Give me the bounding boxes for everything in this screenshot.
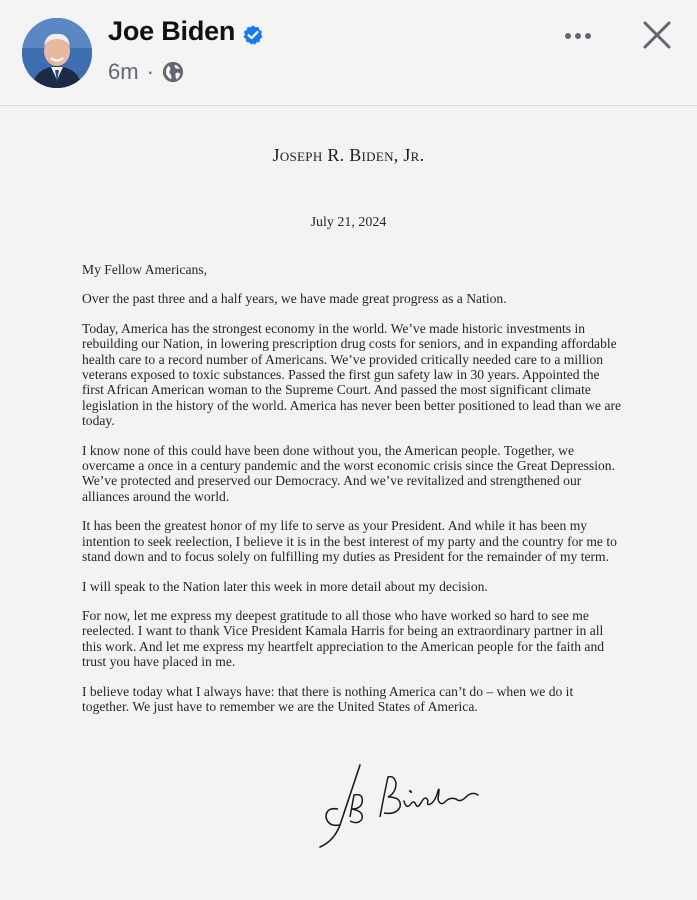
avatar[interactable]: [22, 18, 92, 88]
post-meta: [108, 59, 184, 85]
letter-paragraph: Over the past three and a half years, we have made great progress as a Nation.: [82, 291, 507, 307]
meta-separator: ·: [146, 59, 154, 84]
post-time[interactable]: 6m: [108, 59, 139, 84]
globe-icon[interactable]: [162, 61, 184, 83]
more-dot: [575, 33, 581, 39]
more-dot: [565, 33, 571, 39]
author-name[interactable]: Joe Biden: [108, 16, 236, 46]
letter-body: [82, 262, 622, 728]
more-dot: [585, 33, 591, 39]
letter-paragraph: For now, let me express my deepest gratitude to all those who have worked so hard to see me reelected. I want to thank Vice President Kamala Harris for being an extraordinary partner in all this work. And let me express my heartfelt appreciation to the American people for the faith and trust you have placed in me.: [82, 607, 605, 670]
letter-paragraph: I believe today what I always have: that there is nothing America can’t do – when we do it together. We just have to remember we are the United States of America.: [82, 683, 574, 714]
verified-badge-icon: [242, 24, 264, 46]
letter-paragraph: It has been the greatest honor of my life to serve as your President. And while it has been my intention to seek reelection, I believe it is in the best interest of my party and the country for me to stand down and to focus solely on fulfilling my duties as President for the remainder of my term.: [82, 518, 617, 565]
close-icon[interactable]: [640, 18, 674, 52]
post-header: [0, 0, 697, 106]
letterhead: Joseph R. Biden, Jr.: [272, 145, 425, 165]
letter-image: [0, 107, 697, 900]
letter-paragraph: I know none of this could have been done without you, the American people. Together, we overcame a once in a century pandemic and the worst economic crisis since the Great Depression. We’ve protected and preserved our Democracy. And we’ve revitalized and strengthened our alliances around the world.: [82, 442, 615, 504]
letter-paragraph: I will speak to the Nation later this week in more detail about my decision.: [82, 578, 488, 594]
more-options-icon[interactable]: [560, 24, 596, 48]
letter-date: July 21, 2024: [310, 215, 387, 230]
letter-salutation: My Fellow Americans,: [82, 262, 207, 277]
profile-photo: [22, 18, 92, 88]
letter-paragraph: Today, America has the strongest economy in the world. We’ve made historic investments in rebuilding our Nation, in lowering prescription drug costs for seniors, and in expanding affordable health care to a record number of Americans. We’ve provided critically needed care to a million veterans exposed to toxic substances. Passed the first gun safety law in 30 years. Appointed the first African American woman to the Supreme Court. And passed the most significant climate legislation in the history of the world. America has never been better positioned to lead than we are today.: [82, 320, 622, 429]
signature: [310, 755, 500, 855]
